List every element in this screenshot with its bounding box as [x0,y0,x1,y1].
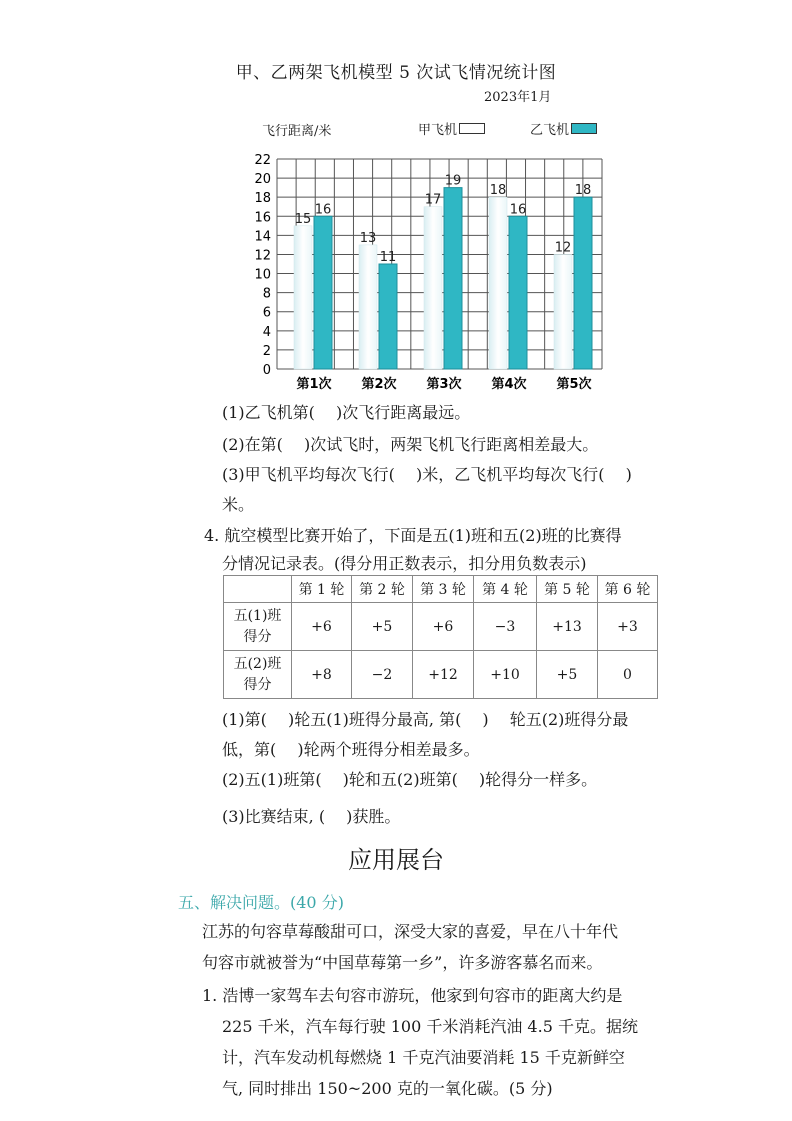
row-label-class: 五(1)班 [233,607,282,624]
table-cell: +13 [537,603,598,651]
y-tick-label: 10 [254,267,271,283]
bar-series-b [574,197,592,369]
chart-question-3: (3)甲飞机平均每次飞行( )米，乙飞机平均每次飞行( ) [222,465,632,484]
y-tick-label: 20 [254,172,271,188]
table-cell: +10 [474,651,537,699]
row-label [224,603,292,651]
x-tick-label: 第2次 [361,377,397,392]
table-row [224,651,658,699]
data-label: 12 [554,240,572,256]
table-cell: 0 [598,651,658,699]
table-cell: +5 [537,651,598,699]
table-cell: −3 [474,603,537,651]
table-cell: −2 [352,651,413,699]
table-header-cell: 第 6 轮 [598,576,658,603]
row-label-score: 得分 [243,628,272,645]
bar-series-a [424,207,442,369]
table-header-cell [224,576,292,603]
problem-1-line-3: 计，汽车发动机每燃烧 1 千克汽油要消耗 15 千克新鲜空 [222,1048,625,1067]
table-header-cell: 第 3 轮 [413,576,474,603]
y-tick-label: 16 [254,210,271,226]
chart-title: 甲、乙两架飞机模型 5 次试飞情况统计图 [235,63,557,83]
legend-label-a: 甲飞机 [418,123,458,138]
bar-series-a [489,197,507,369]
score-table [223,575,658,699]
data-label: 11 [379,250,397,265]
row-label-class: 五(2)班 [233,655,282,672]
table-row [224,603,658,651]
y-axis-label: 飞行距离/米 [262,124,332,139]
table-question-1-cont: 低，第( )轮两个班得分相差最多。 [222,740,480,759]
bar-series-a [359,245,377,369]
data-label: 16 [314,202,332,218]
x-tick-label: 第1次 [296,377,332,392]
intro-line-2: 句容市就被誉为“中国草莓第一乡”，许多游客慕名而来。 [202,953,603,972]
table-cell: +5 [352,603,413,651]
data-label: 15 [294,211,312,227]
table-cell: +6 [413,603,474,651]
question-4-line-2: 分情况记录表。(得分用正数表示，扣分用负数表示) [222,554,587,573]
y-tick-label: 22 [254,153,271,168]
y-tick-label: 18 [254,191,271,207]
table-header-cell: 第 2 轮 [352,576,413,603]
y-tick-label: 0 [262,363,271,378]
question-4-line-1: 4. 航空模型比赛开始了，下面是五(1)班和五(2)班的比赛得 [204,526,622,545]
data-label: 18 [489,183,507,199]
bar-series-b [444,188,462,369]
y-tick-label: 8 [262,286,271,302]
problem-1-line-2: 225 千米，汽车每行驶 100 千米消耗汽油 4.5 千克。据统 [222,1017,638,1036]
table-cell: +8 [292,651,352,699]
row-label [224,651,292,699]
y-tick-label: 12 [254,248,271,264]
bar-series-b [314,216,332,369]
bar-chart [0,0,792,400]
chart-question-1: (1)乙飞机第( )次飞行距离最远。 [222,403,471,422]
row-label-score: 得分 [243,676,272,693]
table-question-3: (3)比赛结束, ( )获胜。 [222,807,401,826]
data-label: 16 [509,202,527,218]
data-label: 18 [574,183,592,199]
chart-question-2: (2)在第( )次试飞时，两架飞机飞行距离相差最大。 [222,435,599,454]
data-label: 17 [424,192,442,208]
table-question-2: (2)五(1)班第( )轮和五(2)班第( )轮得分一样多。 [222,770,598,789]
bar-series-a [554,254,572,369]
chart-question-3-cont: 米。 [222,495,255,514]
y-tick-label: 4 [262,324,271,340]
section-title: 应用展台 [348,846,444,874]
bar-series-b [509,216,527,369]
chart-subtitle: 2023年1月 [484,90,552,105]
problem-1-line-4: 气, 同时排出 150~200 克的一氧化碳。(5 分) [222,1079,553,1098]
y-tick-label: 2 [262,343,271,359]
bar-series-b [379,264,397,369]
y-tick-label: 14 [254,229,271,245]
table-question-1: (1)第( )轮五(1)班得分最高, 第( ) 轮五(2)班得分最 [222,710,629,729]
table-header-cell: 第 1 轮 [292,576,352,603]
table-cell: +6 [292,603,352,651]
table-cell: +3 [598,603,658,651]
x-tick-label: 第3次 [426,377,462,392]
problem-1-line-1: 1. 浩博一家驾车去句容市游玩，他家到句容市的距离大约是 [202,986,623,1005]
y-tick-label: 6 [262,305,271,321]
legend-label-b: 乙飞机 [530,123,570,138]
data-label: 19 [444,173,462,189]
bar-series-a [294,226,312,369]
x-tick-label: 第4次 [491,377,527,392]
section-heading: 五、解决问题。(40 分) [178,893,344,912]
data-label: 13 [359,230,377,246]
table-cell: +12 [413,651,474,699]
table-header-row [224,576,658,603]
table-header-cell: 第 4 轮 [474,576,537,603]
intro-line-1: 江苏的句容草莓酸甜可口，深受大家的喜爱，早在八十年代 [202,922,619,941]
x-tick-label: 第5次 [556,377,592,392]
table-header-cell: 第 5 轮 [537,576,598,603]
